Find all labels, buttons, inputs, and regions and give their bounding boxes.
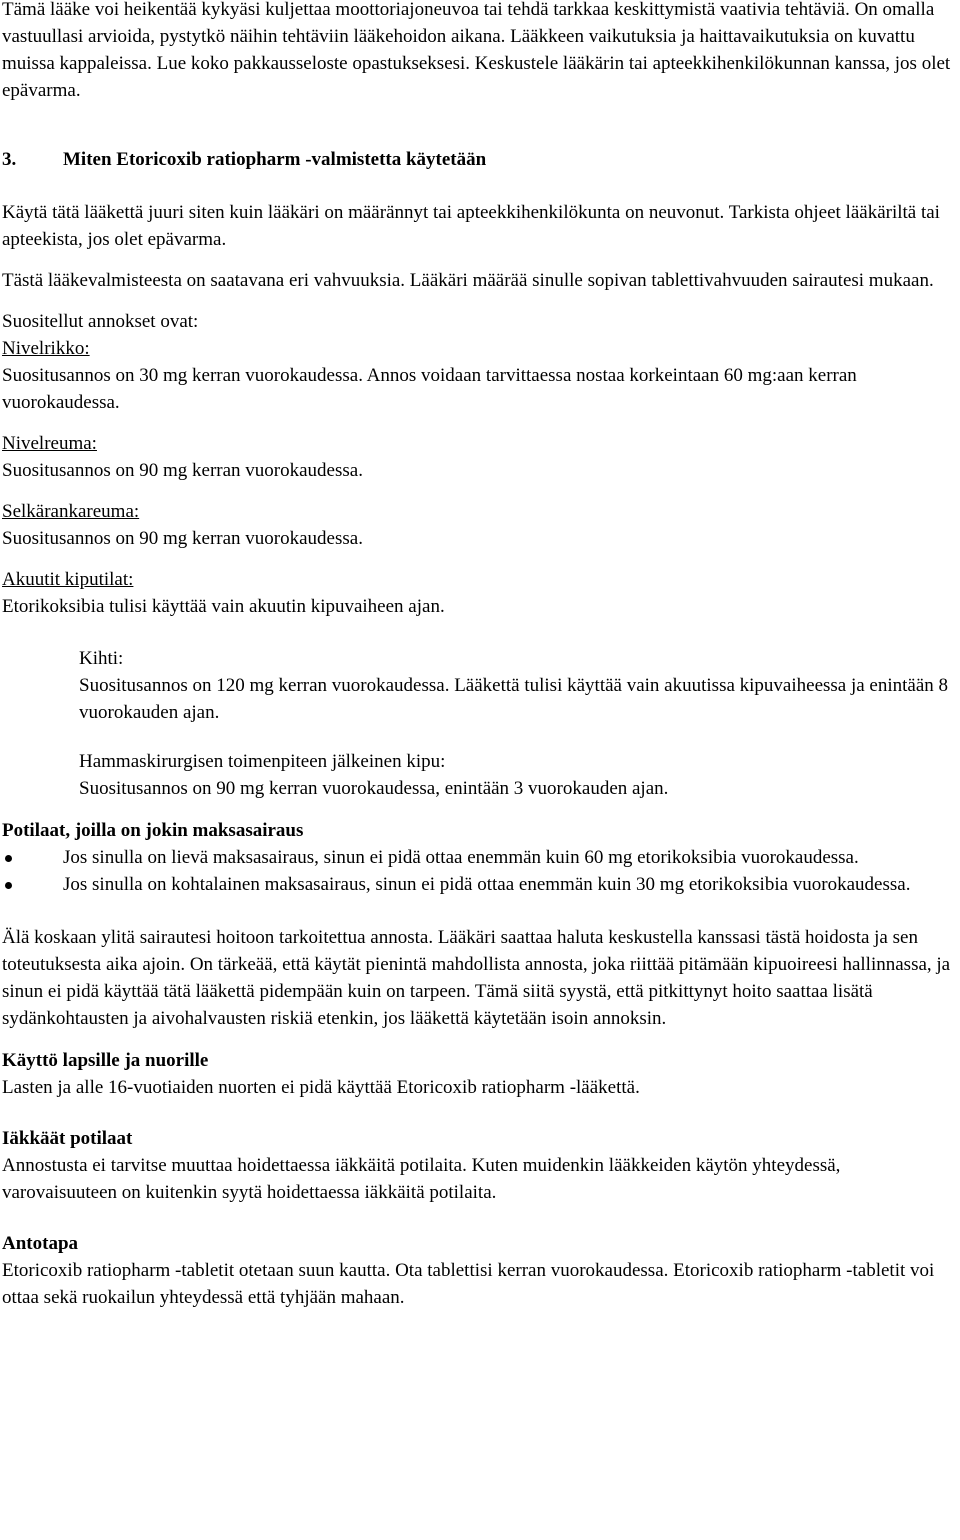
administration-heading: Antotapa: [2, 1233, 79, 1254]
gout-label: Kihti:: [79, 648, 124, 669]
gout-text: Suositusannos on 120 mg kerran vuorokaudessa. Lääkettä tulisi käyttää vain akuutissa kipuvaiheessa ja enintään 8 vuorokauden ajan.: [79, 675, 949, 723]
dental-pain-block: [2, 748, 958, 802]
dental-pain-label: Hammaskirurgisen toimenpiteen jälkeinen kipu:: [79, 751, 446, 772]
children-text: Lasten ja alle 16-vuotiaiden nuorten ei pidä käyttää Etoricoxib ratiopharm -lääkettä.: [2, 1077, 640, 1098]
liver-list: [2, 844, 958, 898]
acute-pain-text: Etorikoksibia tulisi käyttää vain akuutin kipuvaiheen ajan.: [2, 596, 445, 617]
section-title: Miten Etoricoxib ratiopharm -valmistetta käytetään: [63, 149, 487, 170]
warning-paragraph: Älä koskaan ylitä sairautesi hoitoon tarkoitettua annosta. Lääkäri saattaa haluta keskustella kanssasi tästä hoidosta ja sen toteutuksesta aika ajoin. On tärkeää, että käytät pienintä mahdollista annosta, joka riittää pitämään kipuoireesi hallinnassa, ja sinun ei pidä käyttää tätä lääkettä pidempään kuin on tarpeen. Tämä siitä syystä, että pitkittynyt hoito saattaa lisätä sydänkohtausten ja aivohalvausten riskiä etenkin, jos lääkettä käytetään isoin annoksin.: [2, 927, 951, 1029]
osteoarthritis-text: Suositusannos on 30 mg kerran vuorokaudessa. Annos voidaan tarvittaessa nostaa korkeintaan 60 mg:aan kerran vuorokaudessa.: [2, 365, 857, 413]
elderly-text: Annostusta ei tarvitse muuttaa hoidettaessa iäkkäitä potilaita. Kuten muidenkin lääkkeiden käytön yhteydessä, varovaisuuteen on kuitenkin syytä hoidettaessa iäkkäitä potilaita.: [2, 1155, 841, 1203]
rheumatoid-arthritis-text: Suositusannos on 90 mg kerran vuorokaudessa.: [2, 460, 363, 481]
liver-heading: Potilaat, joilla on jokin maksasairaus: [2, 820, 304, 841]
ankylosing-spondylitis-text: Suositusannos on 90 mg kerran vuorokaudessa.: [2, 528, 363, 549]
list-item: Jos sinulla on kohtalainen maksasairaus, sinun ei pidä ottaa enemmän kuin 30 mg etorikoksibia vuorokaudessa.: [2, 871, 958, 898]
osteoarthritis-label: Nivelrikko:: [2, 338, 90, 359]
ankylosing-spondylitis-label: Selkärankareuma:: [2, 501, 140, 522]
recommended-doses-label: Suositellut annokset ovat:: [2, 311, 199, 332]
section-number: 3.: [2, 149, 17, 170]
list-item: Jos sinulla on lievä maksasairaus, sinun ei pidä ottaa enemmän kuin 60 mg etorikoksibia vuorokaudessa.: [2, 844, 958, 871]
rheumatoid-arthritis-label: Nivelreuma:: [2, 433, 97, 454]
acute-pain-label: Akuutit kiputilat:: [2, 569, 134, 590]
section-heading: [2, 146, 958, 173]
administration-text: Etoricoxib ratiopharm -tabletit otetaan suun kautta. Ota tablettisi kerran vuorokaudessa. Etoricoxib ratiopharm -tabletit voi ottaa sekä ruokailun yhteydessä että tyhjään mahaan.: [2, 1260, 935, 1308]
intro-paragraph: Tämä lääke voi heikentää kykyäsi kuljettaa moottoriajoneuvoa tai tehdä tarkkaa keskittymistä vaativia tehtäviä. On omalla vastuullasi arvioida, pystytkö näihin tehtäviin lääkehoidon aikana. Lääkkeen vaikutuksia ja haittavaikutuksia on kuvattu muissa kappaleissa. Lue koko pakkausseloste opastukseksesi. Keskustele lääkärin tai apteekkihenkilökunnan kanssa, jos olet epävarma.: [2, 0, 951, 101]
gout-block: [2, 645, 958, 726]
children-heading: Käyttö lapsille ja nuorille: [2, 1050, 209, 1071]
usage-paragraph: Käytä tätä lääkettä juuri siten kuin lääkäri on määrännyt tai apteekkihenkilökunta on neuvonut. Tarkista ohjeet lääkäriltä tai apteekista, jos olet epävarma.: [2, 202, 940, 250]
dental-pain-text: Suositusannos on 90 mg kerran vuorokaudessa, enintään 3 vuorokauden ajan.: [79, 778, 669, 799]
strengths-paragraph: Tästä lääkevalmisteesta on saatavana eri vahvuuksia. Lääkäri määrää sinulle sopivan tablettivahvuuden sairautesi mukaan.: [2, 270, 934, 291]
elderly-heading: Iäkkäät potilaat: [2, 1128, 133, 1149]
